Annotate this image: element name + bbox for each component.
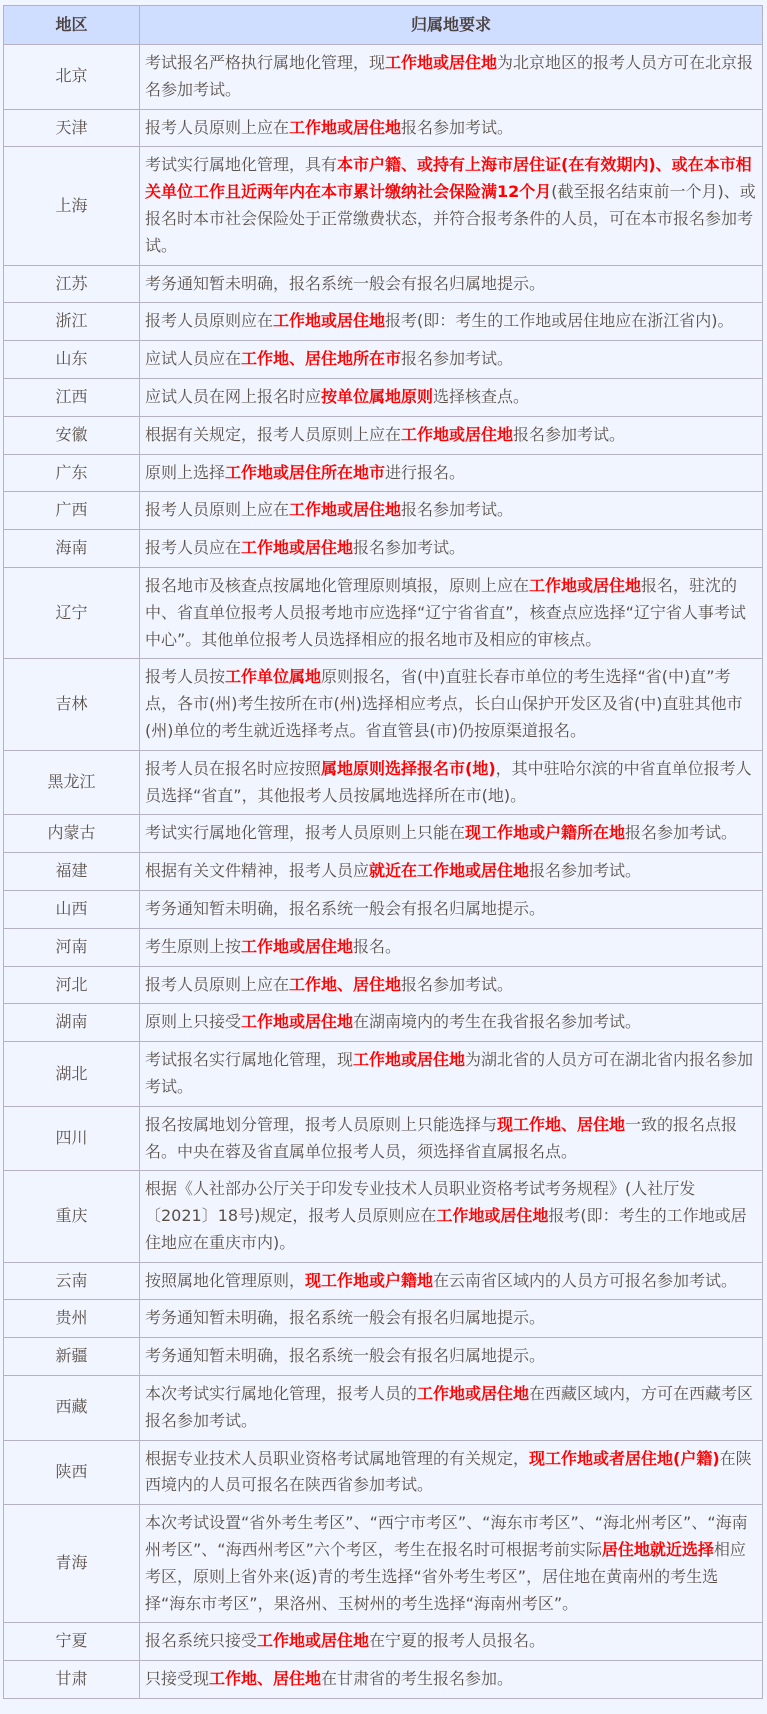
requirement-text: (截至报名结束前一个月)、或报名时本市社会保险处于正常缴费状态，并符合报考条件的人员，可在本市报名参加考试。 <box>145 182 756 255</box>
region-cell: 新疆 <box>4 1338 140 1376</box>
requirement-cell <box>140 1338 763 1376</box>
table-row <box>4 1262 763 1300</box>
region-cell: 宁夏 <box>4 1623 140 1661</box>
requirement-text: 考试实行属地化管理，报考人员原则上只能在 <box>145 823 466 843</box>
region-cell: 山东 <box>4 341 140 379</box>
requirement-text: 根据专业技术人员职业资格考试属地管理的有关规定， <box>145 1448 530 1468</box>
highlighted-requirement-text: 工作地或居住地 <box>289 500 402 520</box>
requirement-text: 报考人员按 <box>145 667 226 687</box>
requirement-text: 根据有关规定，报考人员原则上应在 <box>145 424 402 444</box>
requirement-text: 应试人员在网上报名时应 <box>145 386 322 406</box>
requirement-text: 原则报名，省(中)直驻长春市单位的考生选择“省(中)直”考点，各市(州)考生按所在市(州)选择相应考点，长白山保护开发区及省(中)直驻其他市(州)单位的考生就近选择考点。省直管县(市)仍按原渠道报名。 <box>145 667 743 740</box>
requirement-cell <box>140 454 763 492</box>
requirement-text: 考务通知暂未明确，报名系统一般会有报名归属地提示。 <box>145 1308 546 1328</box>
region-cell: 内蒙古 <box>4 815 140 853</box>
requirement-text: 只接受现 <box>145 1669 210 1689</box>
highlighted-requirement-text: 工作地、居住地 <box>289 974 402 994</box>
table-row <box>4 492 763 530</box>
requirement-text: 报名参加考试。 <box>401 500 514 520</box>
table-row <box>4 853 763 891</box>
requirement-cell <box>140 416 763 454</box>
highlighted-requirement-text: 现工作地或户籍地 <box>305 1270 434 1290</box>
region-cell: 辽宁 <box>4 567 140 658</box>
highlighted-requirement-text: 居住地就近选择 <box>601 1540 714 1560</box>
highlighted-requirement-text: 本市户籍、或持有上海市居住证(在有效期内)、或在本市相关单位工作且近两年内在本市累计缴纳社会保险满12个月 <box>145 155 752 202</box>
requirement-cell <box>140 853 763 891</box>
requirement-cell <box>140 750 763 815</box>
requirement-cell <box>140 1623 763 1661</box>
table-row <box>4 147 763 265</box>
requirement-text: 在宁夏的报考人员报名。 <box>369 1631 546 1651</box>
highlighted-requirement-text: 属地原则选择报名市(地) <box>321 758 496 778</box>
highlighted-requirement-text: 现工作地或者居住地(户籍) <box>529 1448 720 1468</box>
requirement-text: 进行报名。 <box>385 462 466 482</box>
requirement-text: 考试实行属地化管理，具有 <box>145 155 338 175</box>
region-cell: 青海 <box>4 1505 140 1623</box>
table-row <box>4 1376 763 1441</box>
requirement-text: 报名参加考试。 <box>401 349 514 369</box>
highlighted-requirement-text: 工作地或居住地 <box>257 1631 370 1651</box>
requirement-text: 在西藏区域内，方可在西藏考区报名参加考试。 <box>145 1384 754 1430</box>
highlighted-requirement-text: 工作地、居住地 <box>209 1669 322 1689</box>
requirement-text: 本次考试实行属地化管理，报考人员的 <box>145 1384 418 1404</box>
requirement-text: 报名参加考试。 <box>401 974 514 994</box>
highlighted-requirement-text: 工作地或居住所在地市 <box>225 462 386 482</box>
highlighted-requirement-text: 工作地或居住地 <box>353 1050 466 1070</box>
requirement-cell <box>140 928 763 966</box>
highlighted-requirement-text: 工作地或居住地 <box>401 424 514 444</box>
requirement-text: 报考人员在报名时应按照 <box>145 758 322 778</box>
requirement-cell <box>140 147 763 265</box>
requirement-cell <box>140 492 763 530</box>
header-region: 地区 <box>4 6 140 45</box>
region-cell: 河北 <box>4 966 140 1004</box>
requirement-text: 相应考区，原则上省外来(返)青的考生选择“省外考生考区”，居住地在黄南州的考生选择“海东市考区”，果洛州、玉树州的考生选择“海南州考区”。 <box>145 1540 746 1613</box>
requirement-text: 报考人员原则上应在 <box>145 117 290 137</box>
table-row <box>4 378 763 416</box>
requirement-text: 根据有关文件精神，报考人员应 <box>145 861 370 881</box>
region-cell: 湖北 <box>4 1042 140 1107</box>
region-cell: 安徽 <box>4 416 140 454</box>
region-cell: 江苏 <box>4 265 140 303</box>
highlighted-requirement-text: 工作地或居住地 <box>417 1384 530 1404</box>
requirement-text: 选择核查点。 <box>433 386 530 406</box>
requirement-cell <box>140 1376 763 1441</box>
requirement-text: 报名。 <box>353 936 402 956</box>
table-row <box>4 659 763 750</box>
requirement-text: 为北京地区的报考人员方可在北京报名参加考试。 <box>145 53 754 99</box>
requirement-text: 在陕西境内的人员可报名在陕西省参加考试。 <box>145 1448 752 1495</box>
table-row <box>4 1440 763 1505</box>
table-row <box>4 1106 763 1171</box>
requirement-cell <box>140 1661 763 1699</box>
requirement-text: 报名系统只接受 <box>145 1631 258 1651</box>
requirement-cell <box>140 966 763 1004</box>
table-row <box>4 890 763 928</box>
table-row <box>4 416 763 454</box>
table-row <box>4 341 763 379</box>
requirement-cell <box>140 341 763 379</box>
highlighted-requirement-text: 工作地、居住地所在市 <box>241 349 402 369</box>
table-row <box>4 1661 763 1699</box>
region-cell: 天津 <box>4 109 140 147</box>
requirement-cell <box>140 303 763 341</box>
requirement-cell <box>140 815 763 853</box>
requirement-text: 报考(即：考生的工作地或居住地应在重庆市内)。 <box>145 1206 747 1252</box>
table-row <box>4 1505 763 1623</box>
requirement-cell <box>140 1262 763 1300</box>
highlighted-requirement-text: 工作地或居住地 <box>241 538 354 558</box>
table-row <box>4 1623 763 1661</box>
requirement-text: 考务通知暂未明确，报名系统一般会有报名归属地提示。 <box>145 273 546 293</box>
region-cell: 吉林 <box>4 659 140 750</box>
table-row <box>4 454 763 492</box>
requirement-text: 原则上选择 <box>145 462 226 482</box>
region-cell: 重庆 <box>4 1171 140 1262</box>
region-cell: 福建 <box>4 853 140 891</box>
requirement-text: 考务通知暂未明确，报名系统一般会有报名归属地提示。 <box>145 1346 546 1366</box>
table-row <box>4 1171 763 1262</box>
header-requirement: 归属地要求 <box>140 6 763 45</box>
requirement-cell <box>140 45 763 110</box>
region-requirements-table <box>3 5 763 1699</box>
requirement-cell <box>140 1042 763 1107</box>
region-cell: 山西 <box>4 890 140 928</box>
highlighted-requirement-text: 工作地或居住地 <box>436 1206 549 1226</box>
highlighted-requirement-text: 工作地或居住地 <box>289 117 402 137</box>
requirement-cell <box>140 265 763 303</box>
requirement-text: 报名参加考试。 <box>513 424 626 444</box>
requirement-text: 报名参加考试。 <box>529 861 642 881</box>
highlighted-requirement-text: 工作单位属地 <box>225 667 322 687</box>
highlighted-requirement-text: 工作地或居住地 <box>385 53 498 72</box>
requirement-cell <box>140 1171 763 1262</box>
requirement-cell <box>140 1505 763 1623</box>
requirement-text: 在云南省区域内的人员方可报名参加考试。 <box>433 1270 738 1290</box>
requirement-text: 一致的报名点报名。中央在蓉及省直属单位报考人员，须选择省直属报名点。 <box>145 1114 738 1161</box>
requirement-cell <box>140 890 763 928</box>
region-cell: 陕西 <box>4 1440 140 1505</box>
region-cell: 广东 <box>4 454 140 492</box>
region-cell: 北京 <box>4 45 140 110</box>
table-row <box>4 567 763 658</box>
requirement-text: 考试报名实行属地化管理，现 <box>145 1050 354 1070</box>
requirement-cell <box>140 659 763 750</box>
region-cell: 四川 <box>4 1106 140 1171</box>
requirement-text: 在湖南境内的考生在我省报名参加考试。 <box>353 1012 642 1032</box>
table-row <box>4 1338 763 1376</box>
requirement-cell <box>140 1004 763 1042</box>
table-row <box>4 1042 763 1107</box>
requirement-text: ，其中驻哈尔滨的中省直单位报考人员选择“省直”，其他报考人员按属地选择所在市(地)。 <box>145 758 752 805</box>
table-row <box>4 815 763 853</box>
requirement-cell <box>140 1300 763 1338</box>
requirement-text: 本次考试设置“省外考生考区”、“西宁市考区”、“海东市考区”、“海北州考区”、“海南州考区”、“海西州考区”六个考区，考生在报名时可根据考前实际 <box>145 1513 748 1560</box>
requirement-text: 考生原则上按 <box>145 936 242 956</box>
requirement-cell <box>140 1106 763 1171</box>
highlighted-requirement-text: 就近在工作地或居住地 <box>369 861 530 881</box>
region-cell: 浙江 <box>4 303 140 341</box>
region-cell: 西藏 <box>4 1376 140 1441</box>
table-header-row <box>4 6 763 45</box>
highlighted-requirement-text: 工作地或居住地 <box>241 1012 354 1032</box>
requirement-text: 报名参加考试。 <box>401 117 514 137</box>
requirement-text: 报考人员原则上应在 <box>145 974 290 994</box>
requirement-text: 报考人员应在 <box>145 538 242 558</box>
requirement-cell <box>140 378 763 416</box>
requirement-text: 根据《人社部办公厅关于印发专业技术人员职业资格考试考务规程》(人社厅发〔2021〕18号)规定，报考人员原则应在 <box>145 1179 696 1226</box>
highlighted-requirement-text: 工作地或居住地 <box>273 311 386 331</box>
requirement-text: 考试报名严格执行属地化管理，现 <box>145 53 386 72</box>
region-cell: 海南 <box>4 530 140 568</box>
highlighted-requirement-text: 工作地或居住地 <box>529 575 642 595</box>
requirement-cell <box>140 1440 763 1505</box>
table-row <box>4 45 763 110</box>
requirement-text: 原则上只接受 <box>145 1012 242 1032</box>
table-row <box>4 1004 763 1042</box>
region-cell: 甘肃 <box>4 1661 140 1699</box>
region-cell: 云南 <box>4 1262 140 1300</box>
requirement-text: 报考人员原则应在 <box>145 311 274 331</box>
requirement-text: 报名参加考试。 <box>625 823 738 843</box>
region-cell: 黑龙江 <box>4 750 140 815</box>
table-row <box>4 928 763 966</box>
region-cell: 江西 <box>4 378 140 416</box>
requirement-text: 报名按属地划分管理，报考人员原则上只能选择与 <box>145 1114 498 1134</box>
highlighted-requirement-text: 现工作地或户籍所在地 <box>465 823 626 843</box>
table-row <box>4 750 763 815</box>
highlighted-requirement-text: 工作地或居住地 <box>241 936 354 956</box>
requirement-text: 为湖北省的人员方可在湖北省内报名参加考试。 <box>145 1050 754 1096</box>
requirement-text: 应试人员应在 <box>145 349 242 369</box>
region-cell: 上海 <box>4 147 140 265</box>
requirement-text: 报名参加考试。 <box>353 538 466 558</box>
requirement-text: 考务通知暂未明确，报名系统一般会有报名归属地提示。 <box>145 898 546 918</box>
requirement-text: 报名地市及核查点按属地化管理原则填报，原则上应在 <box>145 575 530 595</box>
requirement-cell <box>140 530 763 568</box>
requirement-cell <box>140 109 763 147</box>
table-row <box>4 1300 763 1338</box>
region-cell: 湖南 <box>4 1004 140 1042</box>
requirement-cell <box>140 567 763 658</box>
region-cell: 广西 <box>4 492 140 530</box>
requirement-text: 报考人员原则上应在 <box>145 500 290 520</box>
table-body <box>4 45 763 1699</box>
requirement-text: 报名，驻沈的中、省直单位报考人员报考地市应选择“辽宁省省直”，核查点应选择“辽宁省人事考试中心”。其他单位报考人员选择相应的报名地市及相应的审核点。 <box>145 575 746 649</box>
table-row <box>4 966 763 1004</box>
region-cell: 贵州 <box>4 1300 140 1338</box>
highlighted-requirement-text: 现工作地、居住地 <box>497 1114 626 1134</box>
table-row <box>4 265 763 303</box>
table-row <box>4 530 763 568</box>
requirement-text: 按照属地化管理原则， <box>145 1270 306 1290</box>
requirement-text: 报考(即：考生的工作地或居住地应在浙江省内)。 <box>385 311 734 331</box>
table-row <box>4 109 763 147</box>
highlighted-requirement-text: 按单位属地原则 <box>321 386 434 406</box>
region-cell: 河南 <box>4 928 140 966</box>
requirement-text: 在甘肃省的考生报名参加。 <box>321 1669 514 1689</box>
table-row <box>4 303 763 341</box>
